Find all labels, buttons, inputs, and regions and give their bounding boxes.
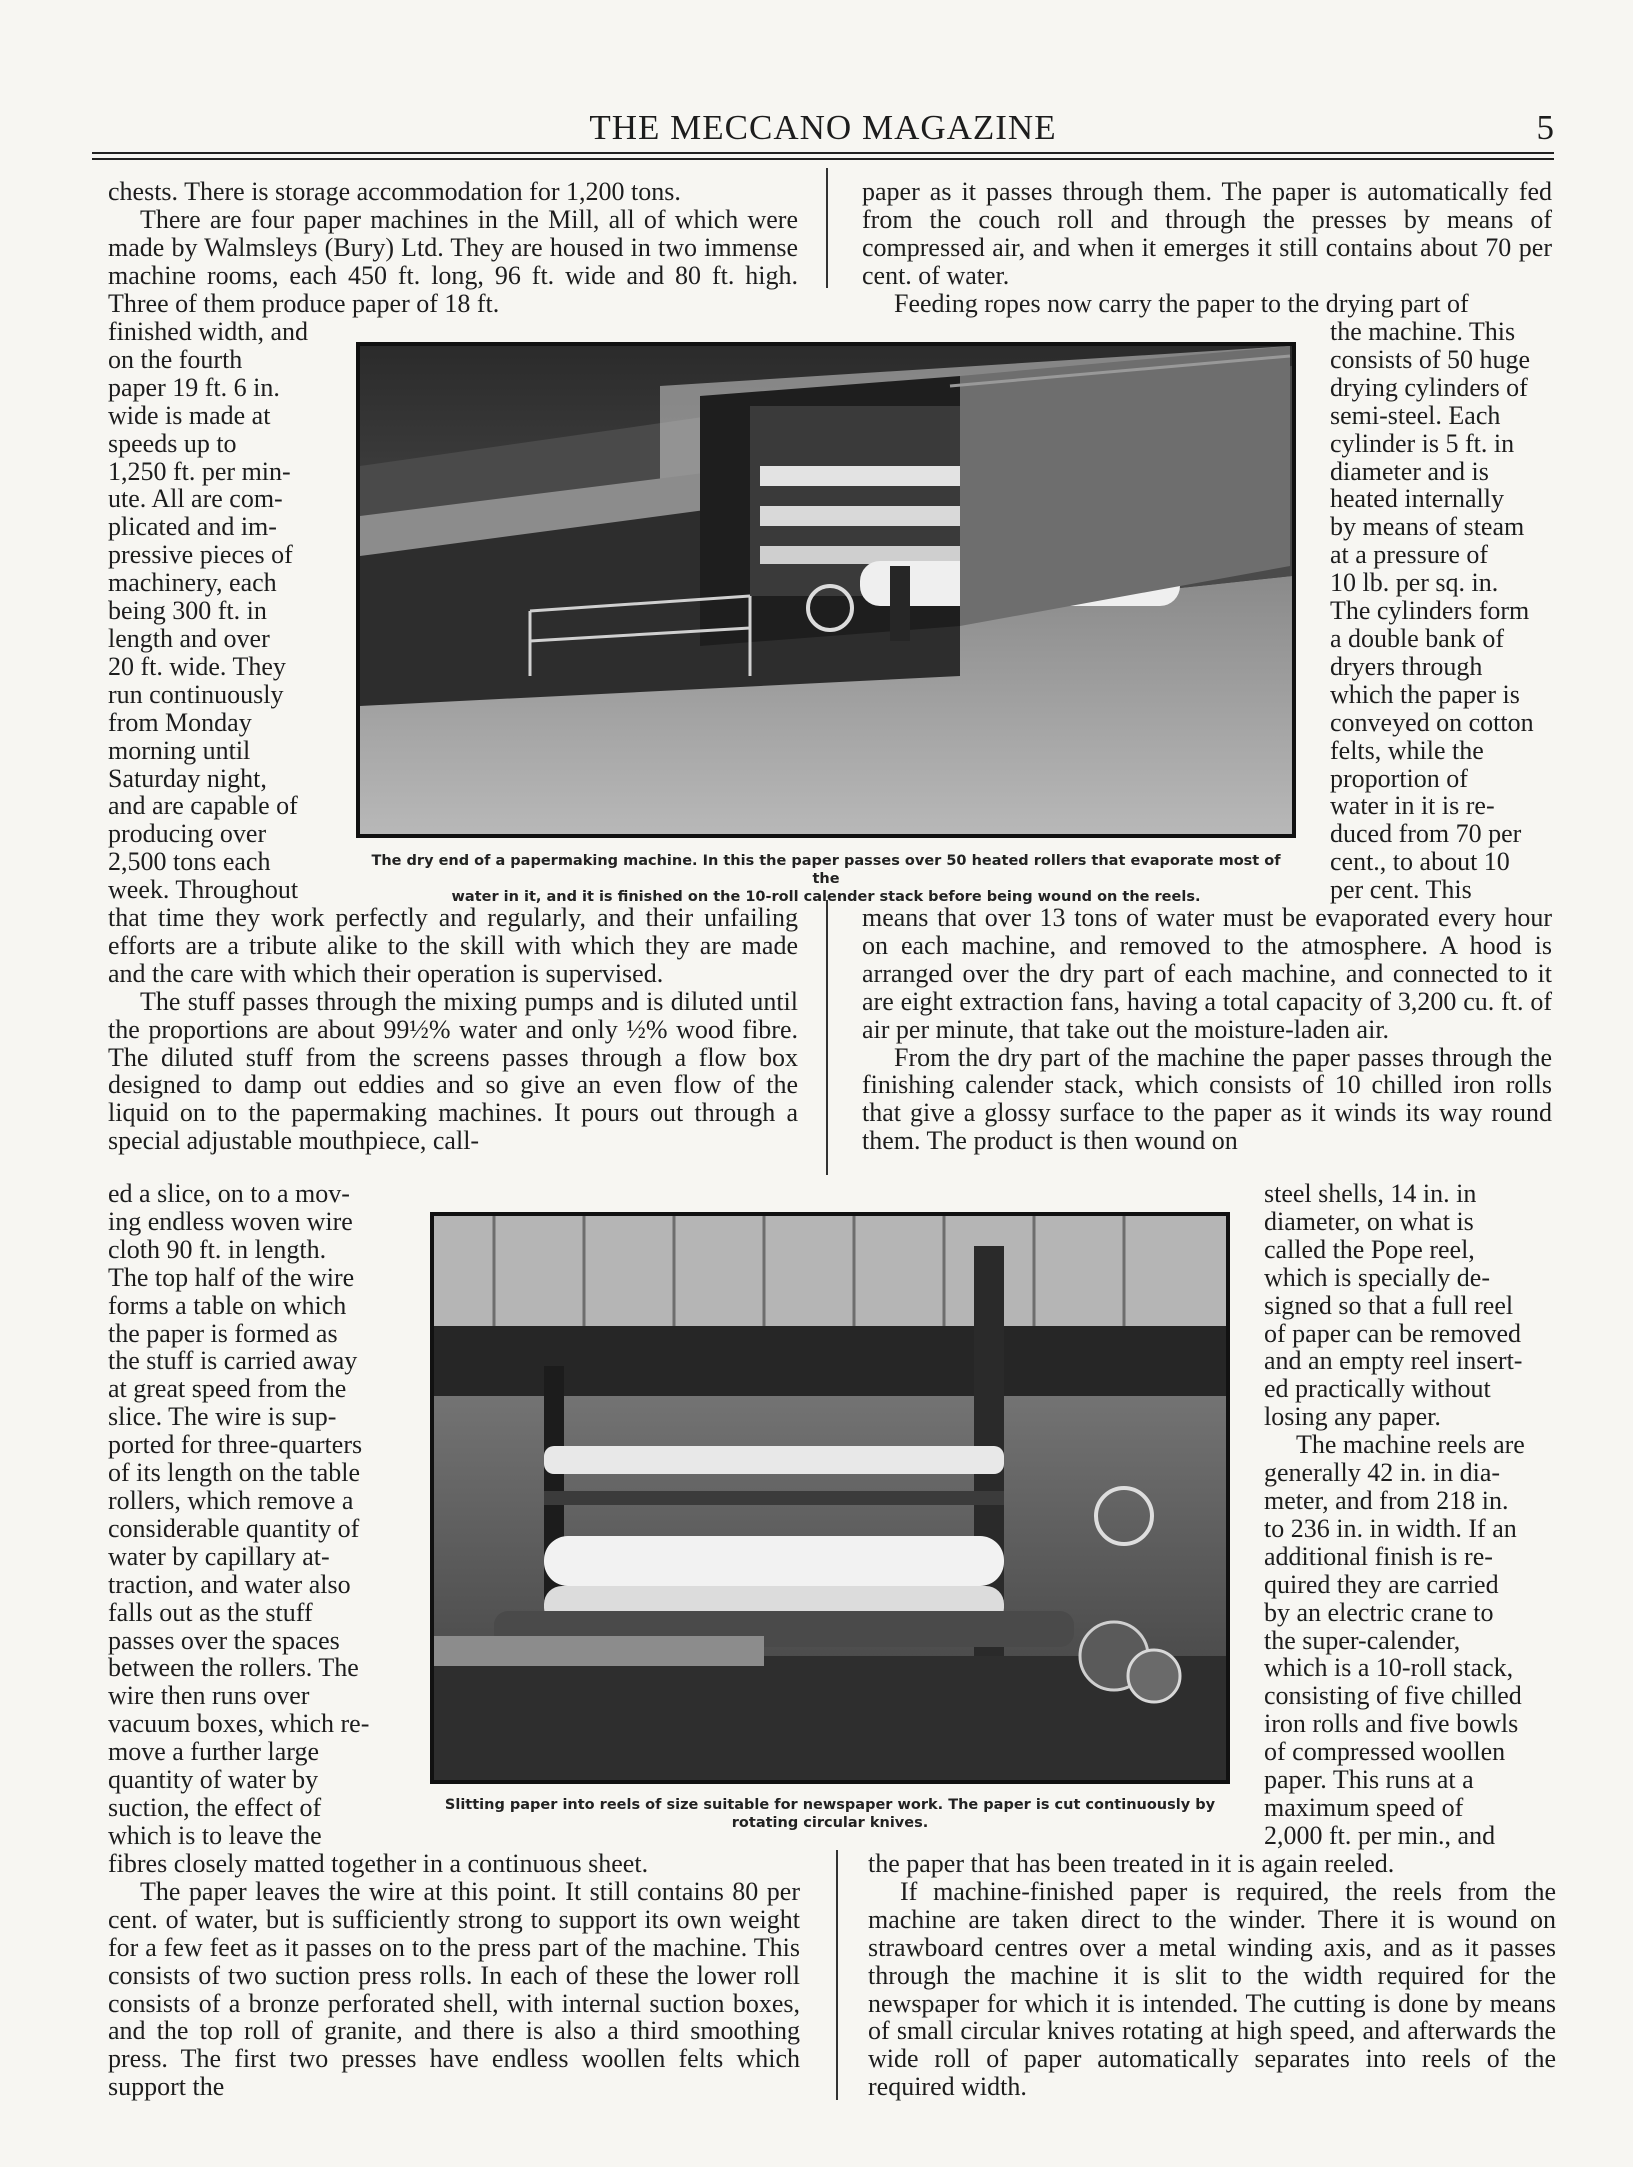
- paragraph: Feeding ropes now carry the paper to the drying part of: [894, 288, 1469, 318]
- text-line: cloth 90 ft. in length.: [108, 1234, 327, 1264]
- photo-2-illustration: [434, 1216, 1226, 1780]
- left-column-middle-text: [108, 904, 798, 1155]
- text-line: of paper can be removed: [1264, 1318, 1521, 1348]
- text-line: by an electric crane to: [1264, 1597, 1494, 1627]
- text-line: ed practically without: [1264, 1374, 1491, 1404]
- text-line: signed so that a full reel: [1264, 1290, 1514, 1320]
- text-line: on the fourth: [108, 344, 243, 374]
- text-line: duced from 70 per: [1330, 819, 1522, 849]
- left-column-wrapped-text-2: [108, 1180, 398, 1850]
- page-number: 5: [1536, 108, 1554, 147]
- text-line: at great speed from the: [108, 1374, 347, 1404]
- text-line: wire then runs over: [108, 1681, 310, 1711]
- text-line: meter, and from 218 in.: [1264, 1485, 1509, 1515]
- left-column-wrapped-text: [108, 318, 330, 904]
- text-line: paper. This runs at a: [1264, 1765, 1474, 1795]
- page-header: [92, 108, 1554, 154]
- magazine-title: THE MECCANO MAGAZINE: [589, 108, 1057, 147]
- right-column-bottom-text: [868, 1850, 1556, 2101]
- paragraph: The paper leaves the wire at this point. It still contains 80 per cent. of water, but is sufficiently strong to support its own weight for a few feet as it passes on to the press part of the machine. This consists of two suction press rolls. In each of these the lower roll consists of a bronze perforated shell, with internal suction boxes, and the top roll of granite, and there is also a third smoothing press. The first two presses have endless woollen felts which support the: [108, 1876, 800, 2102]
- caption-line: water in it, and it is finished on the 10-roll calender stack before being wound on the reels.: [451, 889, 1201, 905]
- paragraph: that time they work perfectly and regularly, and their unfailing efforts are a tribute alike to the skill with which they are made and the care with which their operation is supervised.: [108, 903, 798, 988]
- text-line: of its length on the table: [108, 1458, 361, 1488]
- text-line: wide is made at: [108, 400, 271, 430]
- text-line: semi-steel. Each: [1330, 400, 1501, 430]
- text-line: and are capable of: [108, 791, 298, 821]
- text-line: 10 lb. per sq. in.: [1330, 568, 1499, 598]
- text-line: paper 19 ft. 6 in.: [108, 372, 280, 402]
- text-line: additional finish is re-: [1264, 1541, 1493, 1571]
- text-line: by means of steam: [1330, 512, 1525, 542]
- column-divider-top: [826, 168, 828, 288]
- text-line: morning until: [108, 735, 251, 765]
- right-column-wrapped-text-2: [1264, 1180, 1554, 1850]
- text-line: which is to leave the: [108, 1820, 322, 1850]
- text-line: the super-calender,: [1264, 1625, 1461, 1655]
- text-line: iron rolls and five bowls: [1264, 1709, 1519, 1739]
- text-line: passes over the spaces: [108, 1625, 340, 1655]
- text-line: cylinder is 5 ft. in: [1330, 428, 1515, 458]
- text-line: which is specially de-: [1264, 1262, 1490, 1292]
- text-line: consisting of five chilled: [1264, 1681, 1522, 1711]
- text-line: quired they are carried: [1264, 1569, 1499, 1599]
- paragraph: fibres closely matted together in a continuous sheet.: [108, 1849, 649, 1878]
- caption-line: The dry end of a papermaking machine. In this the paper passes over 50 heated rollers that evaporate most of the: [371, 853, 1281, 887]
- text-line: ported for three-quarters: [108, 1430, 363, 1460]
- text-line: diameter, on what is: [1264, 1206, 1474, 1236]
- text-line: falls out as the stuff: [108, 1597, 313, 1627]
- text-line: forms a table on which: [108, 1290, 347, 1320]
- text-line: speeds up to: [108, 428, 237, 458]
- text-line: move a further large: [108, 1737, 320, 1767]
- photo-papermaking-machine-dry-end: [356, 342, 1296, 838]
- text-line: The top half of the wire: [108, 1262, 355, 1292]
- text-line: generally 42 in. in dia-: [1264, 1458, 1501, 1488]
- paragraph: There are four paper machines in the Mill, all of which were made by Walmsleys (Bury) Ltd. They are housed in two immense machine rooms, each 450 ft. long, 96 ft. wide and 80 ft. high. Three of them produce paper of 18 ft.: [108, 204, 798, 318]
- text-line: plicated and im-: [108, 512, 277, 542]
- text-line: run continuously: [108, 679, 284, 709]
- text-line: The cylinders form: [1330, 596, 1530, 626]
- text-line: conveyed on cotton: [1330, 707, 1534, 737]
- left-column-bottom-text: [108, 1850, 800, 2101]
- text-line: 20 ft. wide. They: [108, 651, 286, 681]
- photo-slitting-paper-reels: [430, 1212, 1230, 1784]
- text-line: per cent. This: [1330, 875, 1472, 905]
- text-line: water in it is re-: [1330, 791, 1495, 821]
- paragraph: paper as it passes through them. The paper is automatically fed from the couch roll and through the presses by means of compressed air, and when it emerges it still contains about 70 per cent. of water.: [862, 177, 1552, 290]
- text-line: rollers, which remove a: [108, 1485, 354, 1515]
- text-line: quantity of water by: [108, 1765, 319, 1795]
- caption-line: rotating circular knives.: [731, 1815, 929, 1831]
- paragraph: If machine-finished paper is required, the reels from the machine are taken direct to the winder. There it is wound on strawboard centres over a metal winding axis, and as it passes through the machine it is slit to the width required for the newspaper for which it is intended. The cutting is done by means of small circular knives rotating at high speed, and afterwards the wide roll of paper automatically separates into reels of the required width.: [868, 1876, 1556, 2102]
- text-line: cent., to about 10: [1330, 847, 1510, 877]
- text-line: 1,250 ft. per min-: [108, 456, 291, 486]
- text-line: from Monday: [108, 707, 252, 737]
- text-line: and an empty reel insert-: [1264, 1346, 1523, 1376]
- paragraph: chests. There is storage accommodation for 1,200 tons.: [108, 177, 681, 206]
- right-column-top-text: [862, 178, 1552, 318]
- text-line: slice. The wire is sup-: [108, 1402, 337, 1432]
- text-line: proportion of: [1330, 763, 1468, 793]
- photo-1-illustration: [360, 346, 1292, 834]
- text-line: which the paper is: [1330, 679, 1520, 709]
- text-line: felts, while the: [1330, 735, 1484, 765]
- text-line: steel shells, 14 in. in: [1264, 1179, 1477, 1208]
- text-line: the machine. This: [1330, 317, 1516, 346]
- header-rule-top: [92, 152, 1554, 154]
- text-line: week. Throughout: [108, 875, 299, 905]
- text-line: length and over: [108, 623, 270, 653]
- text-line: The machine reels are: [1296, 1430, 1525, 1460]
- text-line: a double bank of: [1330, 623, 1505, 653]
- header-rule-bottom: [92, 158, 1554, 160]
- text-line: traction, and water also: [108, 1569, 351, 1599]
- column-divider-bottom: [836, 1850, 838, 2100]
- text-line: consists of 50 huge: [1330, 344, 1531, 374]
- text-line: to 236 in. in width. If an: [1264, 1513, 1517, 1543]
- text-line: which is a 10-roll stack,: [1264, 1653, 1514, 1683]
- text-line: 2,000 ft. per min., and: [1264, 1820, 1496, 1850]
- right-column-wrapped-text: [1330, 318, 1552, 904]
- text-line: maximum speed of: [1264, 1792, 1464, 1822]
- text-line: Saturday night,: [108, 763, 267, 793]
- paragraph: The stuff passes through the mixing pumps and is diluted until the proportions are about 99½% water and only ½% wood fibre. The diluted stuff from the screens passes through a flow box designed to damp out eddies and so give an even flow of the liquid on to the papermaking machines. It pours out through a special adjustable mouthpiece, call-: [108, 986, 798, 1156]
- left-column-top-text: [108, 178, 798, 318]
- photo-2-caption: [400, 1796, 1260, 1832]
- text-line: between the rollers. The: [108, 1653, 359, 1683]
- text-line: called the Pope reel,: [1264, 1234, 1475, 1264]
- text-line: ute. All are com-: [108, 484, 283, 514]
- text-line: machinery, each: [108, 568, 277, 598]
- paragraph: means that over 13 tons of water must be evaporated every hour on each machine, and removed to the atmosphere. A hood is arranged over the dry part of each machine, and connected to it are eight extraction fans, having a total capacity of 3,200 cu. ft. of air per minute, that take out the moisture-laden air.: [862, 903, 1552, 1044]
- text-line: pressive pieces of: [108, 540, 293, 570]
- caption-line: Slitting paper into reels of size suitable for newspaper work. The paper is cut continuously by: [444, 1797, 1216, 1813]
- text-line: finished width, and: [108, 317, 309, 346]
- text-line: suction, the effect of: [108, 1792, 322, 1822]
- paragraph: From the dry part of the machine the paper passes through the finishing calender stack, which consists of 10 chilled iron rolls that give a glossy surface to the paper as it winds its way round them. The product is then wound on: [862, 1042, 1552, 1156]
- text-line: dryers through: [1330, 651, 1483, 681]
- text-line: drying cylinders of: [1330, 372, 1528, 402]
- text-line: at a pressure of: [1330, 540, 1489, 570]
- paragraph: the paper that has been treated in it is again reeled.: [868, 1849, 1395, 1878]
- text-line: diameter and is: [1330, 456, 1489, 486]
- column-divider-mid: [826, 900, 828, 1175]
- photo-1-caption: [356, 852, 1296, 906]
- right-column-middle-text: [862, 904, 1552, 1155]
- text-line: heated internally: [1330, 484, 1504, 514]
- text-line: the paper is formed as: [108, 1318, 338, 1348]
- text-line: ed a slice, on to a mov-: [108, 1179, 350, 1208]
- text-line: vacuum boxes, which re-: [108, 1709, 370, 1739]
- text-line: producing over: [108, 819, 267, 849]
- text-line: being 300 ft. in: [108, 596, 267, 626]
- text-line: losing any paper.: [1264, 1402, 1441, 1432]
- text-line: the stuff is carried away: [108, 1346, 358, 1376]
- text-line: ing endless woven wire: [108, 1206, 353, 1236]
- text-line: water by capillary at-: [108, 1541, 330, 1571]
- text-line: of compressed woollen: [1264, 1737, 1506, 1767]
- text-line: considerable quantity of: [108, 1513, 360, 1543]
- text-line: 2,500 tons each: [108, 847, 271, 877]
